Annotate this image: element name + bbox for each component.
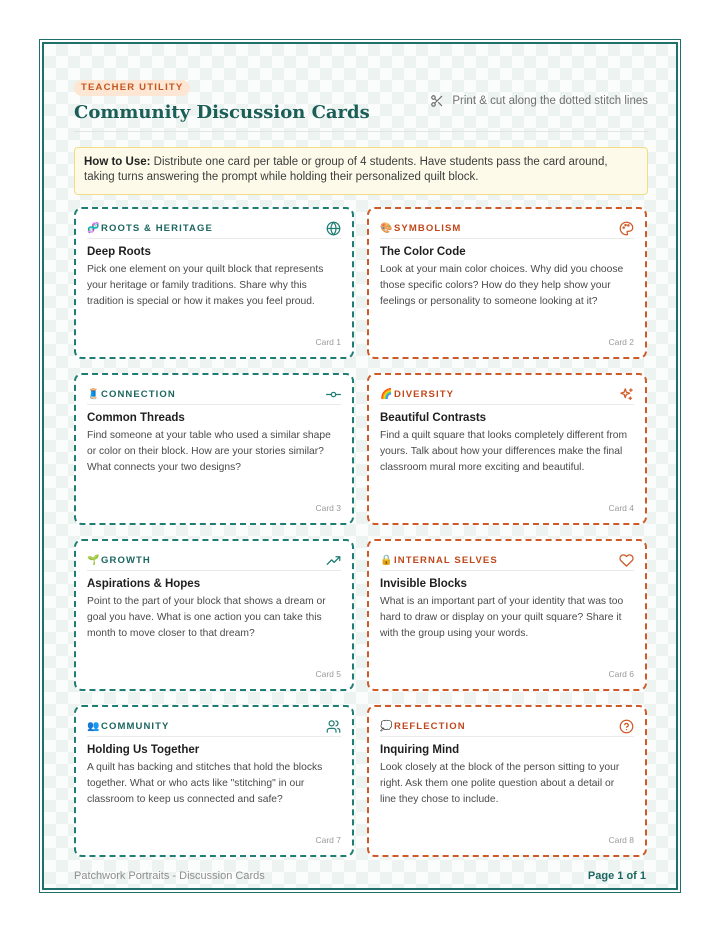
page-header (74, 80, 648, 132)
card-header (380, 219, 634, 239)
card-header (87, 717, 341, 737)
print-note-text: Print & cut along the dotted stitch lines (452, 95, 648, 107)
commit-icon (326, 387, 341, 402)
trending-up-icon (326, 553, 341, 568)
users-icon (326, 719, 341, 734)
discussion-card (367, 705, 647, 857)
card-header (380, 717, 634, 737)
scissors-icon (430, 94, 444, 108)
card-prompt: A quilt has backing and stitches that hold the blocks together. What or who acts like "stitching" in our classroom to keep us connected and safe? (87, 762, 323, 805)
card-prompt: What is an important part of your identity that was too hard to draw or display on your quilt square? Share it with the group using your words. (380, 596, 624, 639)
page-title: Community Discussion Cards (74, 102, 370, 123)
card-title: Common Threads (87, 412, 185, 424)
discussion-card (367, 539, 647, 691)
card-category: REFLECTION (394, 721, 466, 732)
how-to-use-label: How to Use: (84, 156, 151, 168)
discussion-card (367, 373, 647, 525)
card-header (87, 385, 341, 405)
sparkles-icon (619, 387, 634, 402)
globe-icon (326, 221, 341, 236)
card-number: Card 1 (315, 337, 341, 347)
question-circle-icon (619, 719, 634, 734)
card-number: Card 4 (608, 503, 634, 513)
card-number: Card 7 (315, 835, 341, 845)
card-category: ROOTS & HERITAGE (101, 223, 213, 234)
discussion-card (74, 539, 354, 691)
card-title: Invisible Blocks (380, 578, 467, 590)
palette-emoji-icon: 🎨 (380, 223, 393, 234)
card-title: Inquiring Mind (380, 744, 460, 756)
card-header (87, 551, 341, 571)
card-prompt: Find a quilt square that looks completely different from yours. Talk about how your differences make the final classroom mural more exciting and beautiful. (380, 430, 628, 473)
people-emoji-icon: 👥 (87, 721, 100, 732)
discussion-card (367, 207, 647, 359)
heart-icon (619, 553, 634, 568)
discussion-card (74, 207, 354, 359)
card-title: Deep Roots (87, 246, 151, 258)
teacher-utility-badge: TEACHER UTILITY (74, 80, 190, 96)
card-prompt: Point to the part of your block that shows a dream or goal you have. What is one action you can take this month to move closer to that dream? (87, 596, 326, 639)
how-to-use-text: Distribute one card per table or group of 4 students. Have students pass the card around, taking turns answering the prompt while holding their personalized quilt block. (84, 156, 608, 183)
card-category: DIVERSITY (394, 389, 455, 400)
card-category: COMMUNITY (101, 721, 170, 732)
card-number: Card 5 (315, 669, 341, 679)
card-number: Card 2 (608, 337, 634, 347)
palette-icon (619, 221, 634, 236)
card-category: CONNECTION (101, 389, 176, 400)
card-category: INTERNAL SELVES (394, 555, 498, 566)
card-header (380, 551, 634, 571)
discussion-card (74, 705, 354, 857)
card-category: GROWTH (101, 555, 151, 566)
card-prompt: Look at your main color choices. Why did you choose those specific colors? How do they help show your feelings or personality to someone looking at it? (380, 264, 624, 307)
card-prompt: Find someone at your table who used a similar shape or color on their block. How are your stories similar? What connects your two designs? (87, 430, 331, 473)
lock-emoji-icon: 🔒 (380, 555, 393, 566)
discussion-card (74, 373, 354, 525)
seedling-emoji-icon: 🌱 (87, 555, 100, 566)
card-title: Holding Us Together (87, 744, 200, 756)
dna-emoji-icon: 🧬 (87, 223, 100, 234)
print-instructions (430, 94, 648, 108)
card-prompt: Pick one element on your quilt block that represents your heritage or family traditions. Share why this tradition is special or how it makes you feel proud. (87, 264, 324, 307)
card-number: Card 3 (315, 503, 341, 513)
card-category: SYMBOLISM (394, 223, 462, 234)
how-to-use-box (74, 147, 648, 195)
card-number: Card 8 (608, 835, 634, 845)
card-header (380, 385, 634, 405)
card-title: Aspirations & Hopes (87, 578, 201, 590)
worksheet-page (42, 42, 678, 890)
card-header (87, 219, 341, 239)
card-number: Card 6 (608, 669, 634, 679)
footer-title: Patchwork Portraits - Discussion Cards (74, 870, 265, 882)
card-prompt: Look closely at the block of the person sitting to your right. Ask them one polite question about a detail or line they chose to include. (380, 762, 620, 805)
thought-bubble-emoji-icon: 💭 (380, 721, 393, 732)
page-number: Page 1 of 1 (587, 870, 646, 882)
thread-emoji-icon: 🧵 (87, 389, 100, 400)
rainbow-emoji-icon: 🌈 (380, 389, 393, 400)
card-title: Beautiful Contrasts (380, 412, 487, 424)
card-title: The Color Code (380, 246, 466, 258)
